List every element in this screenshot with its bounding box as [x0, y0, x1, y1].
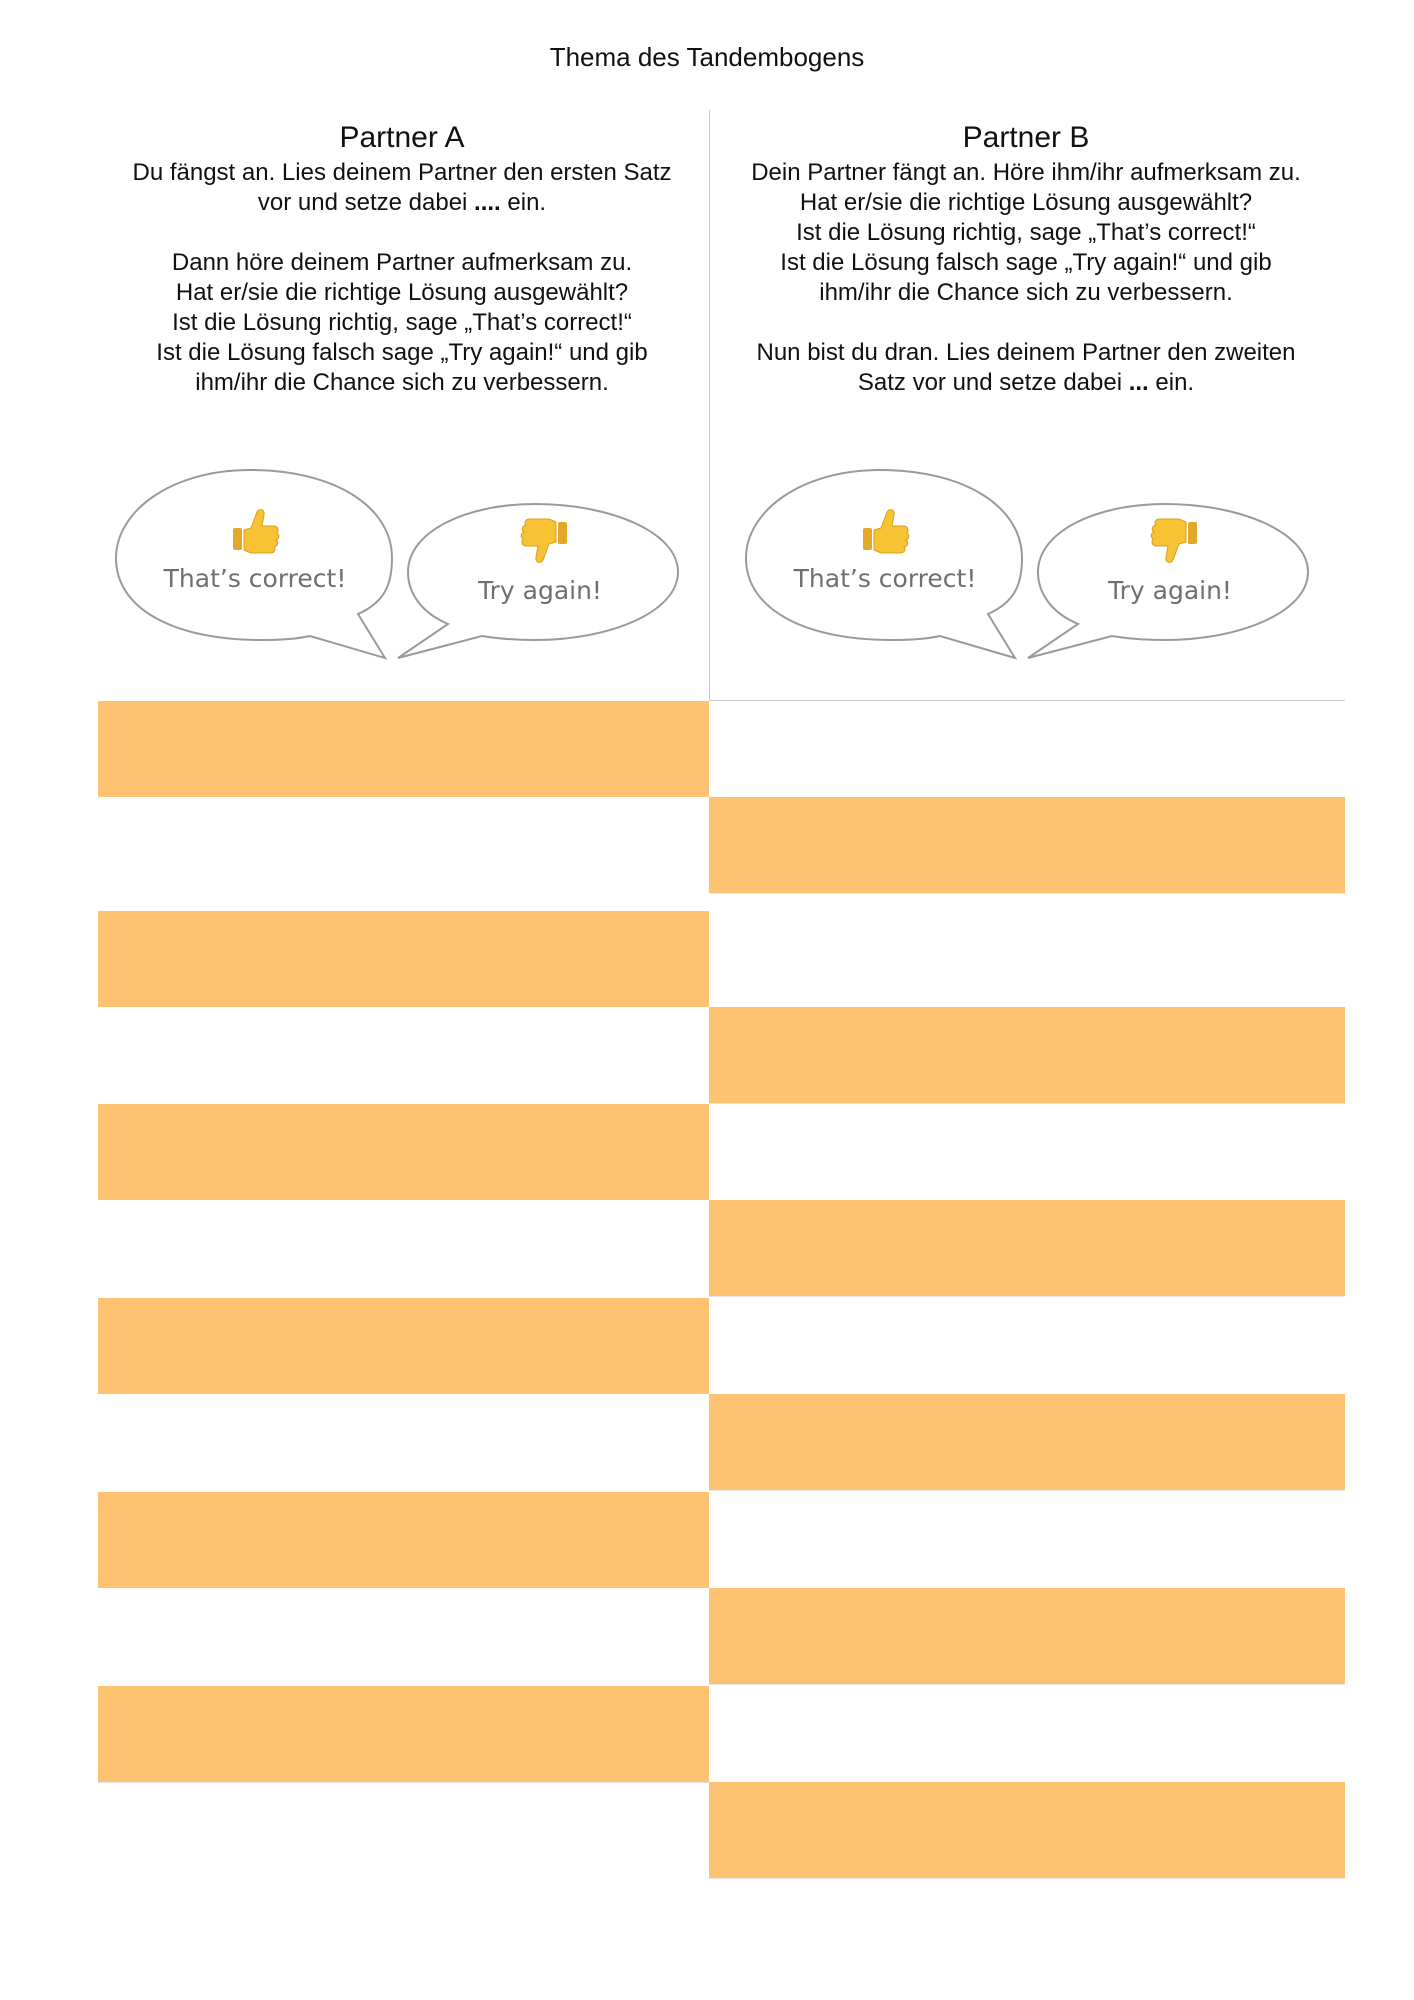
partner-b-instructions	[726, 120, 1326, 428]
partner-a-p2-line1: Dann höre deinem Partner aufmerksam zu.	[171, 249, 633, 276]
try-again-label: Try again!	[478, 576, 602, 605]
partner-a-p2-line2: Hat er/sie die richtige Lösung ausgewählt?	[175, 279, 629, 306]
partner-a-p1-line2-pre: vor und setze dabei	[257, 189, 475, 216]
correct-label: That’s correct!	[793, 564, 977, 593]
try-again-bubble	[1028, 504, 1308, 658]
partner-b-paragraph-1	[726, 158, 1326, 308]
partner-a-sentence-row-4	[98, 1298, 709, 1395]
partner-b-p2-line2-pre: Satz vor und setze dabei	[857, 369, 1129, 396]
partner-a-sentence-row-5	[98, 1492, 709, 1589]
partner-b-answer-row-2	[709, 911, 1345, 1007]
partner-b-heading: Partner B	[962, 121, 1090, 154]
partner-b-p1-line4: Ist die Lösung falsch sage „Try again!“ und gib	[780, 249, 1272, 276]
partner-a-p1-line1: Du fängst an. Lies deinem Partner den ersten Satz	[132, 159, 672, 186]
partner-b-answer-row-6	[709, 1686, 1345, 1782]
partner-a-sentence-row-6	[98, 1686, 709, 1783]
partner-b-answer-row-4	[709, 1298, 1345, 1394]
partner-a-p2-line3: Ist die Lösung richtig, sage „That’s correct!“	[172, 309, 632, 336]
partner-a-heading: Partner A	[339, 121, 465, 154]
partner-a-p1-placeholder: ....	[474, 189, 501, 216]
partner-a-paragraph-2	[102, 248, 702, 398]
partner-a-answer-row-3	[98, 1200, 709, 1296]
partner-b-sentence-row-5	[709, 1588, 1345, 1685]
partner-a-bubbles-graphic	[110, 462, 710, 672]
correct-label: That’s correct!	[163, 564, 347, 593]
partner-a-p2-line4: Ist die Lösung falsch sage „Try again!“ und gib	[156, 339, 648, 366]
partner-b-sentence-row-3	[709, 1200, 1345, 1297]
partner-a-speech-bubbles	[110, 462, 710, 672]
partner-b-sentence-row-1	[709, 797, 1345, 894]
partner-b-answer-row-1	[709, 701, 1345, 797]
partner-b-p1-line5: ihm/ihr die Chance sich zu verbessern.	[819, 279, 1233, 306]
partner-b-p1-line3: Ist die Lösung richtig, sage „That’s correct!“	[796, 219, 1256, 246]
partner-b-p2-line2-post: ein.	[1148, 369, 1195, 396]
partner-b-bubbles-graphic	[740, 462, 1340, 672]
partner-b-answer-row-3	[709, 1104, 1345, 1200]
partner-a-answer-row-2	[98, 1007, 709, 1103]
partner-a-instructions	[102, 120, 702, 428]
partner-a-p2-line5: ihm/ihr die Chance sich zu verbessern.	[195, 369, 609, 396]
partner-b-sentence-row-2	[709, 1007, 1345, 1104]
partner-a-sentence-row-3	[98, 1104, 709, 1201]
partner-a-answer-row-1	[98, 797, 709, 893]
try-again-label: Try again!	[1108, 576, 1232, 605]
partner-b-sentence-row-6	[709, 1782, 1345, 1879]
correct-bubble	[746, 470, 1022, 658]
correct-bubble	[116, 470, 392, 658]
partner-a-answer-row-4	[98, 1394, 709, 1490]
partner-b-paragraph-2	[726, 338, 1326, 398]
partner-b-p1-line1: Dein Partner fängt an. Höre ihm/ihr aufmerksam zu.	[751, 159, 1301, 186]
document-title: Thema des Tandembogens	[549, 42, 865, 72]
partner-a-sentence-row-1	[98, 701, 709, 798]
partner-b-sentence-row-4	[709, 1394, 1345, 1491]
partner-a-p1-line2-post: ein.	[500, 189, 547, 216]
partner-b-p2-placeholder: ...	[1128, 369, 1149, 396]
partner-b-speech-bubbles	[740, 462, 1340, 672]
partner-a-answer-row-5	[98, 1588, 709, 1684]
try-again-bubble	[398, 504, 678, 658]
partner-a-paragraph-1	[102, 158, 702, 218]
partner-b-p2-line1: Nun bist du dran. Lies deinem Partner den zweiten	[756, 339, 1296, 366]
partner-b-p1-line2: Hat er/sie die richtige Lösung ausgewählt?	[799, 189, 1253, 216]
partner-b-answer-row-5	[709, 1492, 1345, 1588]
partner-a-sentence-row-2	[98, 911, 709, 1008]
